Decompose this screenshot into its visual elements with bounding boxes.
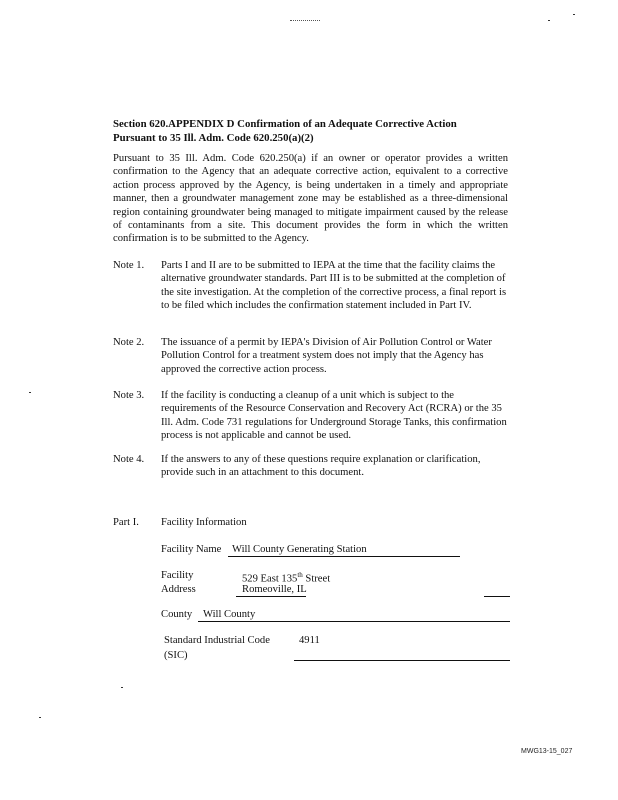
scan-artifact <box>39 717 41 718</box>
scan-artifact <box>29 392 31 393</box>
note-4-label: Note 4. <box>113 454 145 465</box>
facility-name-line <box>228 556 460 557</box>
note-2-text: The issuance of a permit by IEPA's Division of Air Pollution Control or Water Pollution Control for a treatment system does not imply that the Agency has approved the corrective action process. <box>161 337 492 375</box>
scan-artifact <box>573 14 575 15</box>
address-line <box>236 596 306 597</box>
address-street: 529 East 135 <box>242 573 298 585</box>
note-1-text: Parts I and II are to be submitted to IEPA at the time that the facility claims the alternative groundwater standards. Part III is to be submitted at the completion of the site investigation. At the completion of the corrective process, a final report is to be filed which includes the confirmation statement included in Part IV. <box>161 260 507 312</box>
sic-line <box>294 660 510 661</box>
part-1-title: Facility Information <box>161 517 247 528</box>
scan-artifact <box>121 687 123 688</box>
county-label: County <box>161 609 193 620</box>
note-3-label: Note 3. <box>113 390 145 401</box>
heading-line-2: Pursuant to 35 Ill. Adm. Code 620.250(a)(2) <box>113 132 314 144</box>
note-3-text: If the facility is conducting a cleanup of a unit which is subject to the requirements of the Resource Conservation and Recovery Act (RCRA) or the 35 Ill. Adm. Code 731 regulations for Underground Storage Tanks, this confirmation process is not applicable and cannot be used. <box>161 390 507 442</box>
county-value[interactable]: Will County <box>203 609 256 620</box>
address-line-2[interactable]: Romeoville, IL <box>242 584 307 595</box>
section-heading <box>113 117 513 145</box>
facility-name-label: Facility Name <box>161 544 222 555</box>
part-1-label: Part I. <box>113 517 139 528</box>
facility-name-value[interactable]: Will County Generating Station <box>232 544 367 555</box>
address-label-2: Address <box>161 584 196 595</box>
intro-paragraph: Pursuant to 35 Ill. Adm. Code 620.250(a) if an owner or operator provides a written confirmation to the Agency that an adequate corrective action, equivalent to a corrective action process approved by the Agency, is being undertaken in a timely and appropriate manner, then a groundwater management zone may be established as a three-dimensional region containing groundwater being managed to mitigate impairment caused by the release of contaminants from a site. This document provides the form in which the written confirmation is to be submitted to the Agency. <box>113 153 508 245</box>
sic-label-1: Standard Industrial Code <box>164 635 270 646</box>
note-4-text: If the answers to any of these questions require explanation or clarification, provide such in an attachment to this document. <box>161 454 481 479</box>
scan-artifact <box>548 20 550 21</box>
county-line <box>198 621 510 622</box>
address-superscript: th <box>297 571 303 579</box>
address-street-suffix: Street <box>302 573 331 585</box>
address-line-end <box>484 596 510 597</box>
note-2-label: Note 2. <box>113 337 145 348</box>
note-1-label: Note 1. <box>113 260 145 271</box>
sic-value[interactable]: 4911 <box>299 635 320 646</box>
page-id-footer: MWG13-15_027 <box>521 748 573 755</box>
address-label-1: Facility <box>161 570 194 581</box>
heading-line-1: Section 620.APPENDIX D Confirmation of an Adequate Corrective Action <box>113 118 457 130</box>
sic-label-2: (SIC) <box>164 650 188 661</box>
scan-artifact <box>290 20 320 22</box>
